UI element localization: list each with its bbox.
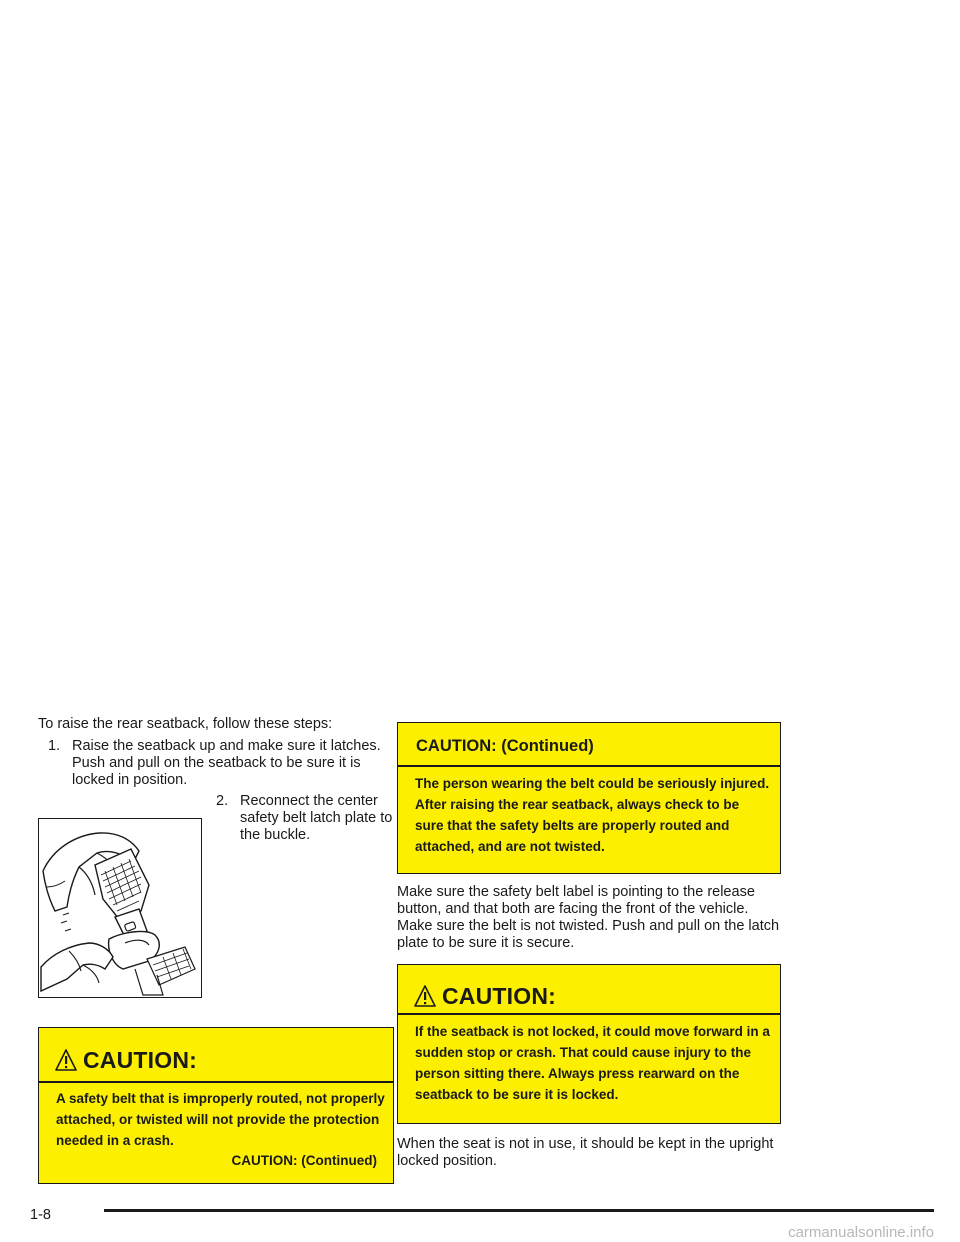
page-number: 1-8 (30, 1207, 51, 1223)
caution-title: CAUTION: (442, 982, 557, 1009)
caution-header (39, 1040, 393, 1080)
caution-body: The person wearing the belt could be seriously injured. After raising the rear seatback, always check to be sure that the safety belts are properly routed and attached, and are not twisted. (415, 776, 770, 854)
paragraph-label-check: Make sure the safety belt label is pointing to the release button, and that both are facing the front of the vehicle. Make sure the belt is not twisted. Push and pull on the latch plate to be sure it is secure. (397, 884, 780, 951)
caution-divider (398, 1013, 780, 1015)
caution-body: A safety belt that is improperly routed, not properly attached, or twisted will not provide the protection needed in a crash. (56, 1091, 385, 1148)
caution-divider (398, 765, 780, 767)
step-text: Reconnect the center safety belt latch plate to the buckle. (240, 793, 393, 843)
step-text: Raise the seatback up and make sure it latches. Push and pull on the seatback to be sure it is locked in position. (72, 738, 381, 788)
step-2 (216, 793, 394, 844)
footer-rule (104, 1209, 934, 1212)
intro-text: To raise the rear seatback, follow these steps: (38, 716, 333, 732)
caution-continued-note: CAUTION: (Continued) (231, 1153, 377, 1168)
caution-box-belt-routing (38, 1027, 394, 1184)
paragraph-seat-not-in-use: When the seat is not in use, it should be kept in the upright locked position. (397, 1136, 774, 1169)
caution-box-seatback-lock (397, 964, 781, 1124)
caution-header (398, 975, 780, 1017)
caution-continued-title: CAUTION: (Continued) (416, 737, 594, 755)
caution-title: CAUTION: (83, 1046, 198, 1073)
caution-body: If the seatback is not locked, it could move forward in a sudden stop or crash. That could cause injury to the person sitting there. Always press rearward on the seatback to be sure it is locked. (415, 1024, 770, 1102)
caution-divider (39, 1081, 393, 1083)
step-number: 1. (48, 738, 61, 754)
latch-plate-illustration (38, 818, 202, 998)
caution-box-continued (397, 722, 781, 874)
step-number: 2. (216, 793, 229, 809)
watermark: carmanualsonline.info (788, 1224, 934, 1241)
step-1 (48, 738, 388, 789)
warning-triangle-icon (414, 984, 436, 1008)
warning-triangle-icon (55, 1048, 77, 1072)
